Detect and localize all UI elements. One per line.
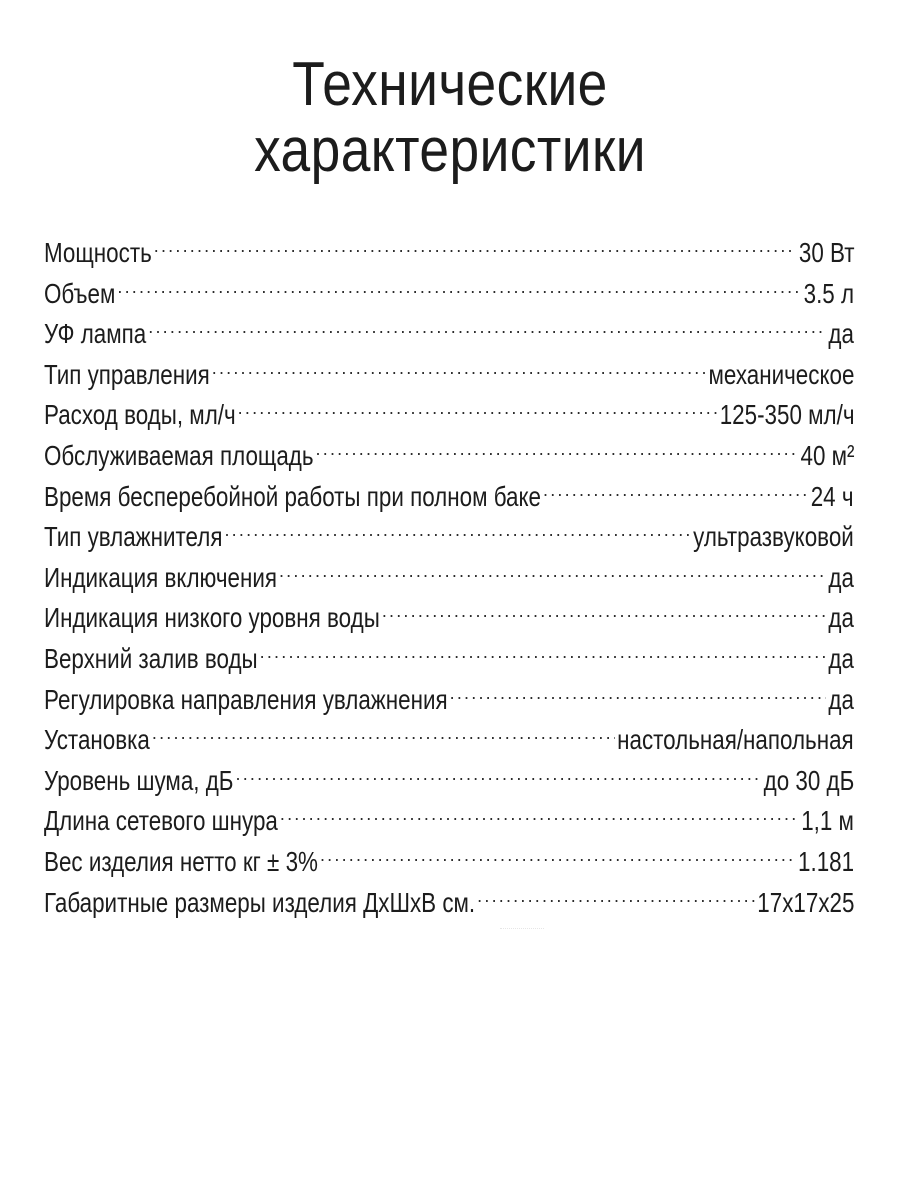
spec-label: Расход воды, мл/ч <box>44 399 236 431</box>
spec-label: Тип увлажнителя <box>44 521 223 553</box>
spec-label: Габаритные размеры изделия ДхШхВ см. <box>44 886 476 918</box>
spec-label: Длина сетевого шнура <box>44 805 278 837</box>
spec-label: Мощность <box>44 237 152 268</box>
title-line-2: характеристики <box>254 116 646 185</box>
spec-label: Объем <box>44 277 116 309</box>
dot-leader <box>154 222 797 262</box>
dot-leader <box>280 790 799 830</box>
spec-value: да <box>828 602 854 634</box>
spec-value: 1,1 м <box>801 805 854 837</box>
dot-leader <box>224 506 691 546</box>
spec-value: да <box>828 318 854 350</box>
spec-value: ультразвуковой <box>693 521 854 553</box>
spec-label: Регулировка направления увлажнения <box>44 683 448 715</box>
spec-row-control-type <box>44 344 854 390</box>
spec-label: Вес изделия нетто кг ± 3% <box>44 845 318 877</box>
spec-row-installation <box>44 709 854 756</box>
spec-label: Индикация низкого уровня воды <box>44 602 380 634</box>
dot-leader <box>148 303 826 343</box>
spec-label: Установка <box>44 724 150 756</box>
spec-value: 30 Вт <box>798 237 854 268</box>
spec-label: Тип управления <box>44 358 210 390</box>
spec-label: Верхний залив воды <box>44 642 258 674</box>
spec-value: 24 ч <box>811 480 854 512</box>
dot-leader <box>152 709 616 749</box>
spec-value: да <box>828 683 854 715</box>
spec-value: механическое <box>708 358 854 390</box>
dot-leader <box>279 547 826 587</box>
spec-value: 40 м² <box>800 439 854 471</box>
dot-leader <box>450 669 827 709</box>
spec-value: да <box>828 642 854 674</box>
dot-leader <box>543 466 809 506</box>
dot-leader <box>117 263 801 303</box>
dot-leader <box>477 872 755 912</box>
spec-row-power <box>44 222 854 268</box>
dot-leader <box>236 750 762 790</box>
title-line-1: Технические <box>292 50 608 119</box>
dot-leader <box>320 831 796 871</box>
spec-value: да <box>828 561 854 593</box>
spec-label: Время бесперебойной работы при полном баке <box>44 480 541 512</box>
spec-value: настольная/напольная <box>617 724 854 756</box>
dot-leader <box>212 344 706 384</box>
dot-leader <box>316 425 798 465</box>
spec-row-noise-level <box>44 750 854 796</box>
faint-dots <box>500 928 544 932</box>
spec-row-volume <box>44 263 854 309</box>
spec-label: Уровень шума, дБ <box>44 764 234 796</box>
spec-value: 125-350 мл/ч <box>719 399 854 431</box>
spec-value: 3.5 л <box>803 277 854 309</box>
spec-label: Индикация включения <box>44 561 277 593</box>
spec-label: Обслуживаемая площадь <box>44 439 314 471</box>
spec-value: 1.181 <box>797 845 854 877</box>
spec-row-uv-lamp <box>44 303 854 350</box>
spec-label: УФ лампа <box>44 318 147 350</box>
spec-value: до 30 дБ <box>763 764 854 796</box>
spec-value: 17x17x25 <box>756 886 854 918</box>
dot-leader <box>238 384 718 424</box>
dot-leader <box>260 628 827 668</box>
dot-leader <box>382 587 827 627</box>
page-title <box>63 52 837 184</box>
spec-list <box>44 222 854 918</box>
